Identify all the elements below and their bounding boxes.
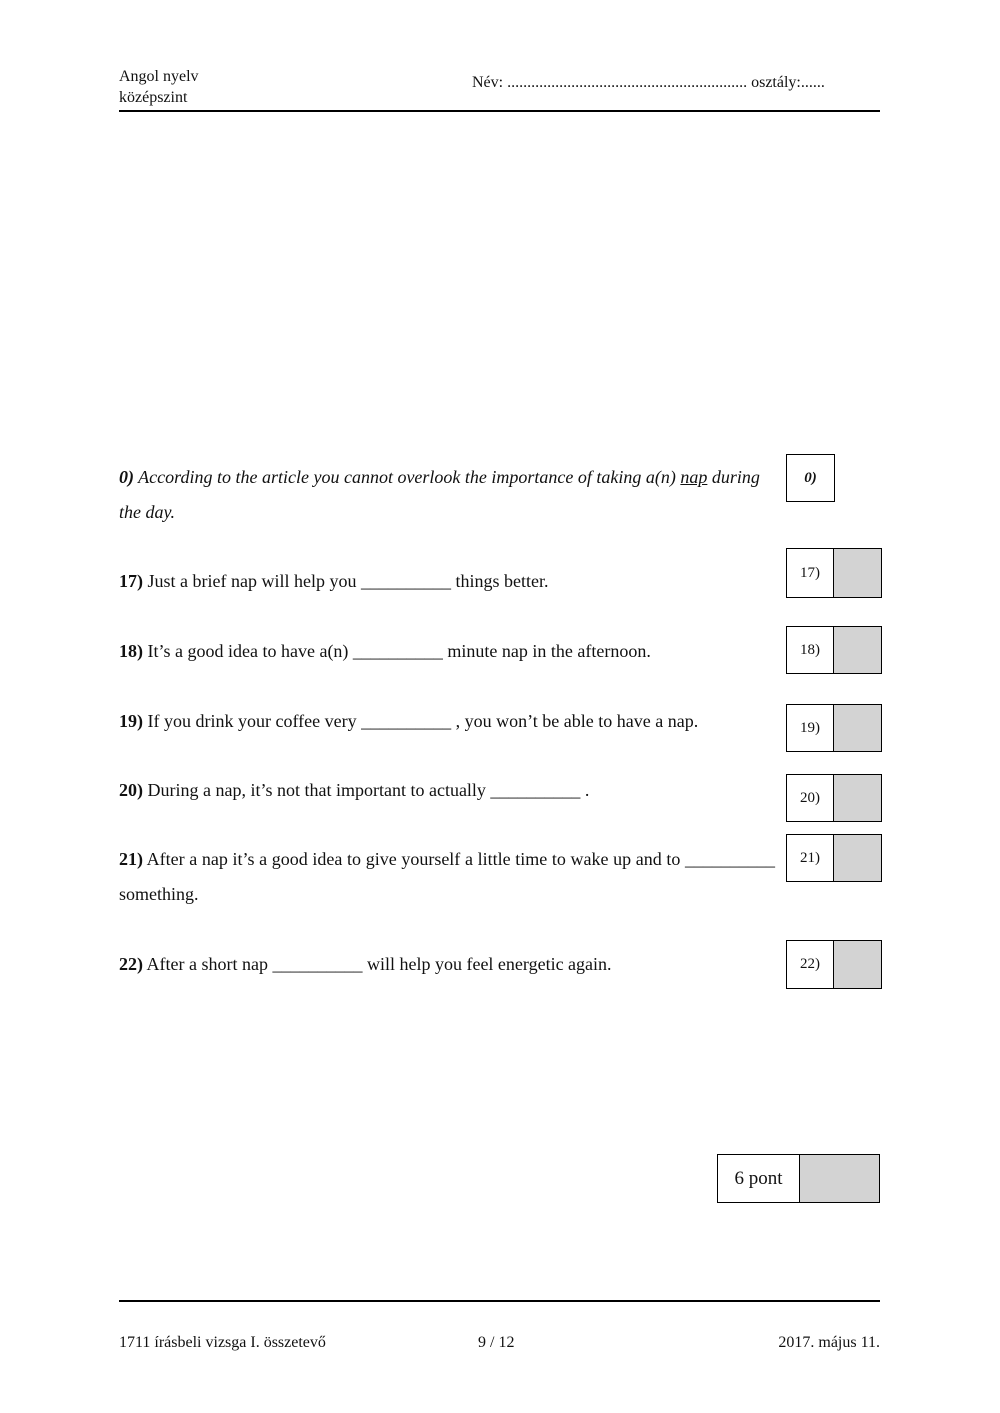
- answer-field[interactable]: [834, 549, 881, 597]
- answer-box-21[interactable]: [786, 834, 882, 882]
- example-answer: nap: [680, 467, 708, 487]
- answer-box-label: 20): [787, 775, 834, 821]
- answer-field[interactable]: [834, 941, 881, 988]
- name-class-line: Név: ............................................................ osztály:......: [472, 74, 825, 91]
- question-text: It’s a good idea to have a(n) __________ minute nap in the afternoon.: [143, 641, 651, 661]
- example-number: 0): [119, 467, 134, 487]
- example-question: [119, 460, 777, 530]
- score-label: 6 pont: [718, 1155, 800, 1202]
- question-19: [119, 704, 779, 739]
- answer-field[interactable]: [834, 627, 881, 673]
- example-text-before: According to the article you cannot overlook the importance of taking a(n): [134, 467, 681, 487]
- footer-page-number: 9 / 12: [478, 1334, 515, 1351]
- score-box[interactable]: [717, 1154, 880, 1203]
- example-answer-box: 0): [786, 454, 835, 502]
- question-number: 17): [119, 571, 143, 591]
- header-divider: [119, 110, 880, 112]
- question-18: [119, 634, 779, 669]
- answer-box-label: 18): [787, 627, 834, 673]
- question-20: [119, 773, 779, 808]
- header-subject-block: [119, 66, 199, 108]
- question-22: [119, 947, 779, 982]
- question-number: 22): [119, 954, 143, 974]
- question-number: 20): [119, 780, 143, 800]
- question-text: If you drink your coffee very __________ , you won’t be able to have a nap.: [143, 711, 699, 731]
- question-text: After a short nap __________ will help you feel energetic again.: [143, 954, 612, 974]
- answer-box-label: 21): [787, 835, 834, 881]
- question-text: Just a brief nap will help you __________ things better.: [143, 571, 549, 591]
- answer-field[interactable]: [834, 775, 881, 821]
- footer-divider: [119, 1300, 880, 1302]
- answer-box-label: 19): [787, 705, 834, 751]
- answer-box-22[interactable]: [786, 940, 882, 989]
- footer-exam: 1711 írásbeli vizsga I. összetevő: [119, 1334, 326, 1351]
- question-21: [119, 842, 775, 912]
- answer-field[interactable]: [834, 835, 881, 881]
- question-text: During a nap, it’s not that important to actually __________ .: [143, 780, 590, 800]
- example-text-after: during the day.: [119, 467, 760, 522]
- answer-box-17[interactable]: [786, 548, 882, 598]
- level-label: középszint: [119, 89, 188, 106]
- question-number: 19): [119, 711, 143, 731]
- question-17: [119, 564, 779, 599]
- answer-box-20[interactable]: [786, 774, 882, 822]
- answer-field[interactable]: [834, 705, 881, 751]
- answer-box-19[interactable]: [786, 704, 882, 752]
- question-number: 21): [119, 849, 143, 869]
- answer-box-label: 22): [787, 941, 834, 988]
- score-field[interactable]: [800, 1155, 879, 1202]
- answer-box-label: 17): [787, 549, 834, 597]
- question-number: 18): [119, 641, 143, 661]
- question-text: After a nap it’s a good idea to give yourself a little time to wake up and to __________ something.: [119, 849, 775, 904]
- subject-label: Angol nyelv: [119, 68, 199, 85]
- answer-box-18[interactable]: [786, 626, 882, 674]
- footer-date: 2017. május 11.: [778, 1334, 880, 1351]
